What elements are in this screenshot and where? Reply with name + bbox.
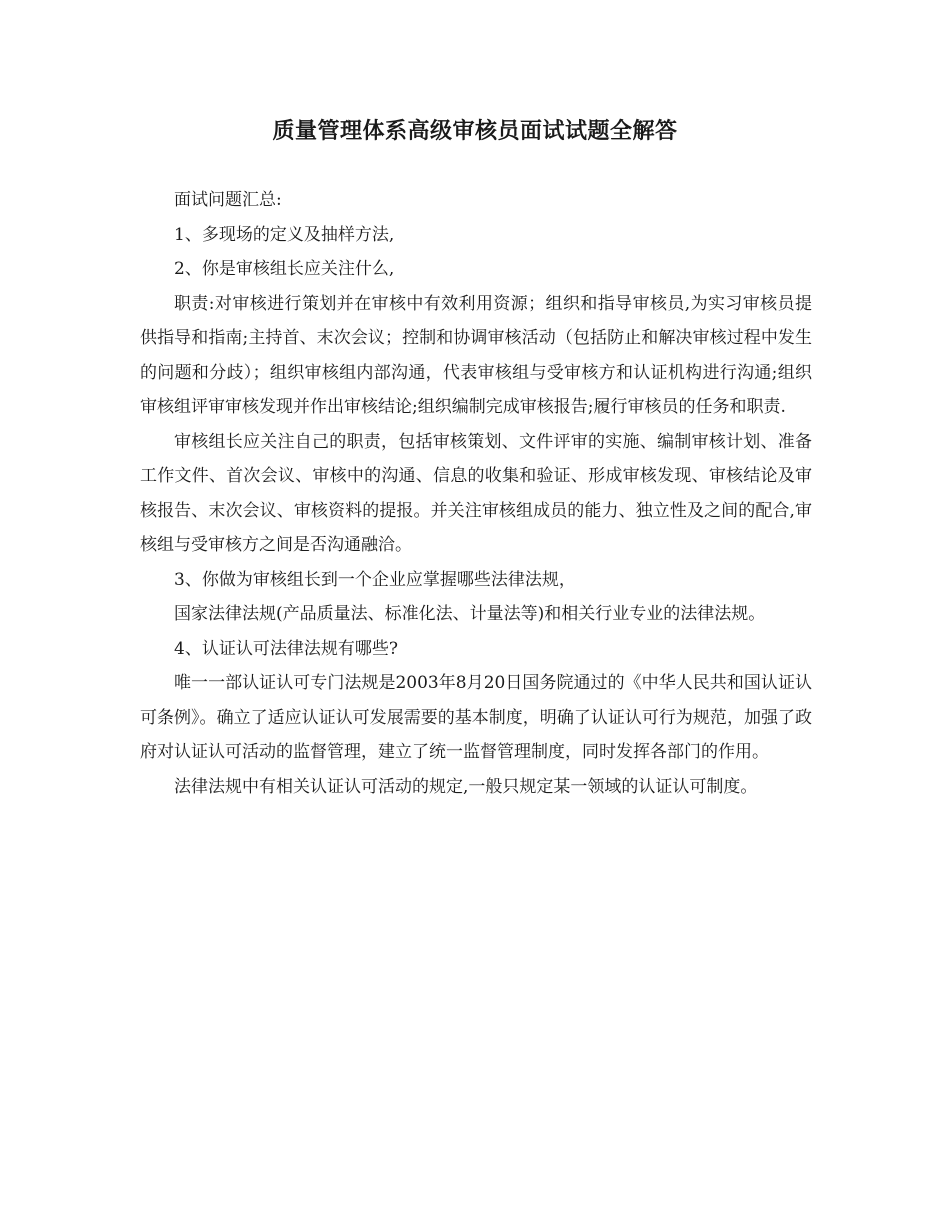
paragraph-answer-3: 国家法律法规(产品质量法、标准化法、计量法等)和相关行业专业的法律法规。 — [174, 604, 766, 624]
document-title: 质量管理体系高级审核员面试试题全解答 — [272, 119, 678, 144]
paragraph-question-3: 3、你做为审核组长到一个企业应掌握哪些法律法规， — [174, 569, 576, 590]
document-body — [140, 183, 812, 804]
paragraph-summary-heading: 面试问题汇总: — [174, 190, 282, 210]
paragraph-question-4: 4、认证认可法律法规有哪些? — [174, 638, 398, 659]
paragraph-answer-2-duties: 职责:对审核进行策划并在审核中有效利用资源；组织和指导审核员,为实习审核员提供指导和指南;主持首、末次会议；控制和协调审核活动（包括防止和解决审核过程中发生的问题和分歧）；组织审核组内部沟通，代表审核组与受审核方和认证机构进行沟通;组织审核组评审审核发现并作出审核结论;组织编制完成审核报告;履行审核员的任务和职责. — [140, 293, 812, 417]
paragraph-answer-2-focus: 审核组长应关注自己的职责，包括审核策划、文件评审的实施、编制审核计划、准备工作文件、首次会议、审核中的沟通、信息的收集和验证、形成审核发现、审核结论及审核报告、末次会议、审核资料的提报。并关注审核组成员的能力、独立性及之间的配合,审核组与受审核方之间是否沟通融洽。 — [140, 431, 812, 555]
paragraph-question-2: 2、你是审核组长应关注什么, — [174, 259, 395, 279]
paragraph-answer-4-regulation: 唯一一部认证认可专门法规是2003年8月20日国务院通过的《中华人民共和国认证认可条例》。确立了适应认证认可发展需要的基本制度，明确了认证认可行为规范，加强了政府对认证认可活动的监督管理，建立了统一监督管理制度，同时发挥各部门的作用。 — [140, 673, 812, 762]
paragraph-question-1: 1、多现场的定义及抽样方法, — [174, 224, 395, 245]
paragraph-answer-4-laws: 法律法规中有相关认证认可活动的规定,一般只规定某一领域的认证认可制度。 — [174, 776, 758, 797]
